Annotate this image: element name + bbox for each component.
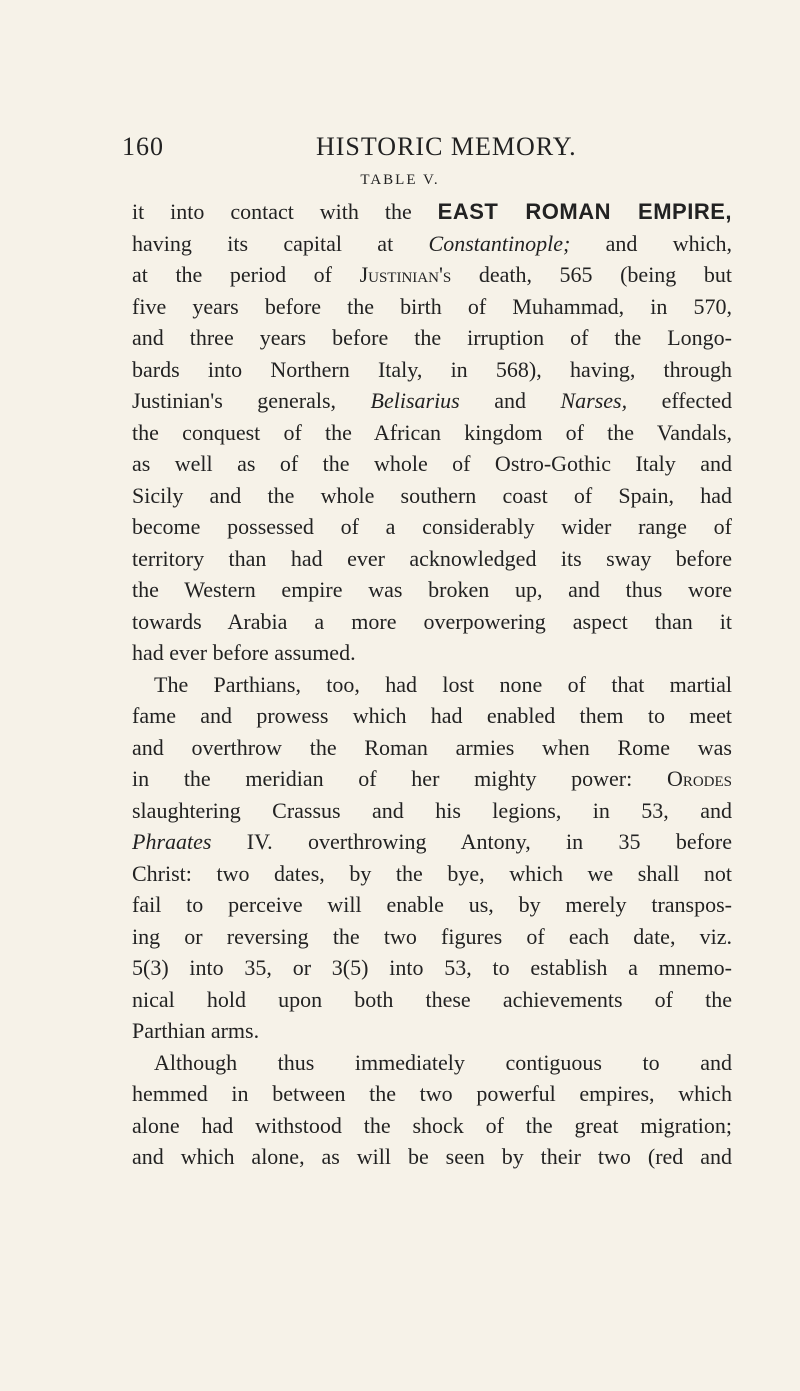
text-line: [132, 732, 732, 764]
text-run: having its capital at: [132, 230, 429, 256]
text-line: [132, 700, 732, 732]
text-run: fame and prowess which had enabled them to meet: [132, 703, 732, 728]
text-line: [132, 1078, 732, 1110]
running-title: HISTORIC MEMORY.: [316, 132, 577, 161]
text-run: and which,: [570, 230, 732, 256]
text-run: five years before the birth of Muhammad, in 570,: [132, 293, 732, 319]
text-run: Parthian arms.: [132, 1018, 260, 1043]
text-run: it into contact with the: [132, 199, 438, 224]
text-line: [132, 259, 732, 291]
text-line: [132, 228, 732, 260]
text-line: [132, 763, 732, 795]
text-run: Christ: two dates, by the bye, which we shall not: [132, 860, 732, 886]
text-run: in the meridian of her mighty power:: [132, 766, 667, 791]
text-line: [132, 1141, 732, 1173]
text-line: [132, 795, 732, 827]
text-run: Phraates: [132, 829, 212, 854]
text-line: [132, 921, 732, 953]
text-line: [132, 322, 732, 354]
text-line: [132, 543, 732, 575]
section-subheading: TABLE V.: [360, 172, 440, 188]
text-run: Narses,: [560, 388, 628, 413]
text-run: the conquest of the African kingdom of the Vandals,: [132, 419, 732, 445]
text-run: effected: [627, 388, 733, 413]
text-line: [132, 637, 732, 669]
text-run: Although thus immediately contiguous to and: [154, 1049, 732, 1075]
text-run: slaughtering Crassus and his legions, in 53, and: [132, 797, 732, 823]
text-run: territory than had ever acknowledged its sway before: [132, 545, 732, 571]
body-text: [132, 196, 732, 1173]
text-run: Justinian's: [359, 262, 452, 287]
text-line: [132, 826, 732, 858]
text-run: Justinian's generals,: [132, 388, 371, 413]
text-line: [132, 354, 732, 386]
text-run: and overthrow the Roman armies when Rome was: [132, 734, 732, 760]
text-line: [132, 1047, 732, 1079]
text-run: and three years before the irruption of the Longo-: [132, 325, 732, 350]
text-run: as well as of the whole of Ostro-Gothic Italy and: [132, 451, 732, 476]
text-run: Orodes: [666, 766, 732, 791]
text-line: [132, 574, 732, 606]
text-run: fail to perceive will enable us, by merely transpos-: [132, 892, 732, 917]
text-run: alone had withstood the shock of the great migration;: [132, 1112, 732, 1138]
text-line: [132, 448, 732, 480]
text-line: [132, 606, 732, 638]
text-run: had ever before assumed.: [132, 640, 356, 665]
text-run: Sicily and the whole southern coast of Spain, had: [132, 482, 732, 508]
text-line: [132, 385, 732, 417]
text-line: [132, 1015, 732, 1047]
text-line: [132, 291, 732, 323]
text-run: The Parthians, too, had lost none of that martial: [154, 671, 732, 697]
text-line: [132, 952, 732, 984]
text-run: at the period of: [132, 262, 360, 287]
text-line: [132, 1110, 732, 1142]
text-line: [132, 480, 732, 512]
text-run: Constantinople;: [428, 230, 571, 256]
text-run: and which alone, as will be seen by their two (red and: [132, 1144, 732, 1169]
text-run: the Western empire was broken up, and thus wore: [132, 577, 732, 602]
text-line: [132, 511, 732, 543]
text-line: [132, 417, 732, 449]
text-line: [132, 196, 732, 228]
text-run: bards into Northern Italy, in 568), having, through: [132, 356, 732, 382]
text-line: [132, 858, 732, 890]
text-run: EAST ROMAN EMPIRE,: [437, 199, 732, 224]
text-line: [132, 984, 732, 1016]
text-run: become possessed of a considerably wider range of: [132, 514, 732, 539]
text-run: ing or reversing the two figures of each date, viz.: [132, 923, 732, 949]
page-number: 160: [122, 132, 164, 161]
text-run: IV. overthrowing Antony, in 35 before: [211, 829, 732, 854]
text-run: 5(3) into 35, or 3(5) into 53, to establish a mnemo-: [132, 955, 732, 980]
text-run: Belisarius: [370, 388, 460, 413]
text-line: [132, 889, 732, 921]
text-run: hemmed in between the two powerful empires, which: [132, 1081, 732, 1106]
text-line: [132, 669, 732, 701]
text-run: death, 565 (being but: [451, 262, 732, 287]
text-run: towards Arabia a more overpowering aspect than it: [132, 608, 732, 634]
text-run: and: [459, 388, 561, 413]
text-run: nical hold upon both these achievements of the: [132, 986, 732, 1012]
